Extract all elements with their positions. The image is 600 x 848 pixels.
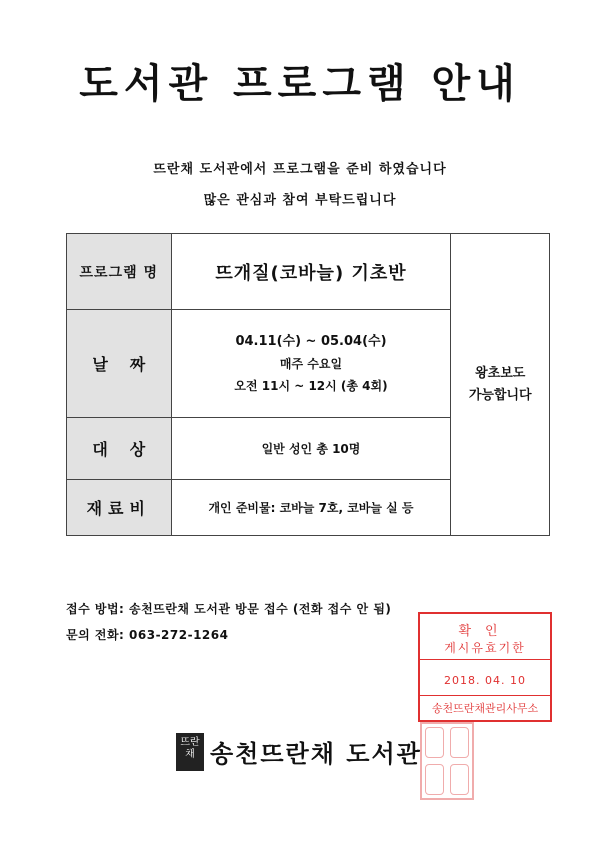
date-label-text: 날짜 (92, 355, 168, 374)
intro-line-2: 많은 관심과 참여 부탁드립니다 (203, 193, 397, 208)
approval-stamp (418, 612, 552, 722)
stamp-heading: 확인 (458, 624, 512, 639)
date-value (171, 310, 451, 418)
target-value: 일반 성인 총 10명 (171, 418, 451, 480)
seal-mark (425, 727, 444, 758)
program-info-table (66, 233, 550, 536)
date-label (67, 310, 172, 418)
stamp-org: 송천뜨란채관리사무소 (420, 695, 550, 716)
beginner-note (451, 234, 550, 536)
seal-mark (425, 764, 444, 795)
library-logo-icon: 뜨란채 (176, 733, 204, 771)
apply-method: 접수 방법: 송천뜨란채 도서관 방문 접수 (전화 접수 안 됨) (66, 602, 392, 616)
seal-mark (450, 727, 469, 758)
program-name-value: 뜨개질(코바늘) 기초반 (171, 234, 451, 310)
beginner-note-line-1: 왕초보도 (475, 365, 526, 381)
date-time: 오전 11시 ~ 12시 (총 4회) (234, 378, 388, 393)
stamp-subheading: 게시유효기한 (420, 639, 550, 660)
beginner-note-line-2: 가능합니다 (468, 387, 532, 403)
page-title: 도서관 프로그램 안내 (79, 61, 521, 107)
red-seal (420, 722, 474, 800)
target-label (67, 418, 172, 480)
material-label: 재료비 (67, 480, 172, 536)
stamp-date: 2018. 04. 10 (444, 674, 526, 687)
contact-phone: 문의 전화: 063-272-1264 (66, 628, 229, 642)
date-weekly: 매주 수요일 (279, 356, 343, 371)
seal-mark (450, 764, 469, 795)
program-name-label: 프로그램 명 (67, 234, 172, 310)
material-value: 개인 준비물: 코바늘 7호, 코바늘 실 등 (171, 480, 451, 536)
library-name: 송천뜨란채 도서관 (210, 740, 422, 768)
intro-line-1: 뜨란채 도서관에서 프로그램을 준비 하였습니다 (153, 162, 447, 177)
target-label-text: 대상 (92, 440, 168, 459)
date-range: 04.11(수) ~ 05.04(수) (235, 333, 387, 349)
